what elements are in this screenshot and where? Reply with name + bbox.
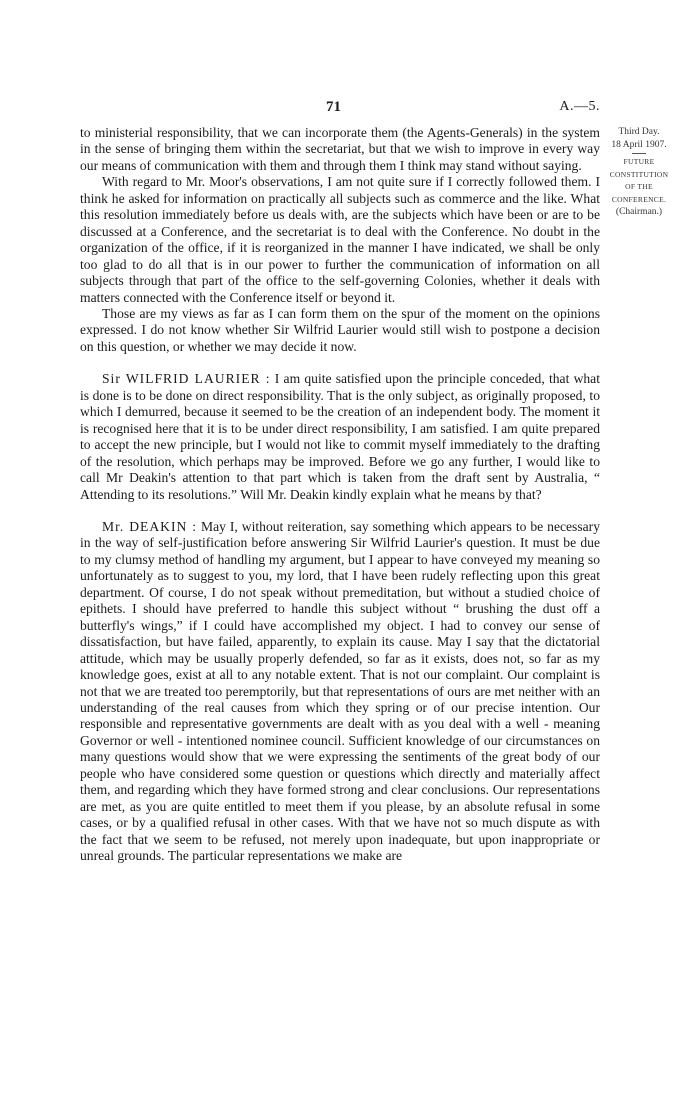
- paragraph-text: Those are my views as far as I can form them on the spur of the moment on the opinions expressed. I do not know whether Sir Wilfrid Laurier would still wish to postpone a decision on this question, or whether we may decide it now.: [80, 305, 600, 354]
- body-text: [80, 125, 600, 864]
- paragraph-views: [80, 306, 600, 355]
- document-reference: A.—5.: [559, 99, 600, 114]
- margin-date: 18 April 1907.: [611, 139, 667, 150]
- margin-day: Third Day.: [618, 127, 660, 137]
- page-header: [80, 99, 600, 119]
- margin-section-2: CONSTITUTION: [609, 169, 669, 179]
- paragraph-laurier: [80, 371, 600, 503]
- paragraph-text: May I, without reiteration, say something which appears to be necessary in the way of self-justification before answering Sir Wilfrid Laurier's question. It must be due to my clumsy method of handling my argument, but I appear to have conveyed my meaning so unfortunately as to suggest to you, my lord, that I have been rudely reflecting upon this great department. Of course, I do not speak without premeditation, but without a studied choice of epithets. I should have preferred to handle this subject without “ brushing the dust off a butterfly's wings,” if I could have accomplished my object. I had to convey our sense of dissatisfaction, but have failed, apparently, to explain its cause. May I say that the dictatorial attitude, which may be usually properly defended, so far as it exists, does not, so far as my knowledge goes, exist at all to any notable extent. That is not our complaint. Our complaint is not that we are treated too peremptorily, but that representations of ours are met neither with an understanding of the real causes from which they spring or of our precise intention. Our responsible and representative governments are dealt with as you deal with a well - meaning Governor or well - intentioned nominee council. Sufficient knowledge of our circumstances on many questions would show that we were expressing the sentiments of the great body of our people who have considered some question or questions which directly and materially affect them, and regarding which they have formed strong and clear conclusions. Our representations are met, as you are quite entitled to meet them if you please, by an absolute refusal in some cases, or by a qualified refusal in other cases. With that we have not so much dispute as with the fact that we seem to be refused, not merely upon inadequate, but upon inappropriate or unreal grounds. The particular representations we make are: [80, 518, 600, 864]
- speaker-deakin: Mr. DEAKIN :: [102, 518, 198, 534]
- paragraph-text: I am quite satisfied upon the principle conceded, that what is done is to be done on direct responsibility. That is the only subject, as originally proposed, to which I demurred, because it seemed to be the creation of an independent body. The moment it is recognised here that it is to be under direct responsibility, I am satisfied. I am quite prepared to accept the new principle, but I would not like to commit myself immediately to the drafting of the resolution, which perhaps may be improved. Before we go any further, I would like to call Mr Deakin's attention to that part which is taken from the draft sent by Australia, “ Attending to its resolutions.” Will Mr. Deakin kindly explain what he means by that?: [80, 371, 600, 502]
- paragraph-text: With regard to Mr. Moor's observations, I am not quite sure if I correctly followed them. I think he asked for information on practically all subjects such as commerce and the like. What this resolution immediately before us deals with, are the subjects which have been or are to be discussed at a Conference, and the secretariat is to deal with the Conference. No doubt in the organization of the office, if it is reorganized in the manner I have indicated, we shall be only too glad to do all that is in our power to further the communication of information on all subjects through that part of the office to the self-governing Colonies, whether it deals with matters connected with the Conference itself or beyond it.: [80, 174, 600, 305]
- paragraph-moor-reply: [80, 174, 600, 306]
- margin-note: [604, 126, 674, 219]
- paragraph-deakin: [80, 519, 600, 865]
- margin-speaker: (Chairman.): [615, 207, 663, 217]
- page-number: 71: [326, 99, 341, 115]
- paragraph-text: to ministerial responsibility, that we can incorporate them (the Agents-Generals) in the system in the sense of bringing them within the secretariat, but that we wish to improve in every way our means of communication with them and through them I think may stand without saying.: [80, 125, 600, 173]
- speaker-laurier: Sir WILFRID LAURIER :: [102, 371, 271, 387]
- margin-divider: [632, 153, 646, 154]
- margin-section-1: FUTURE: [623, 157, 655, 166]
- margin-section-4: CONFERENCE.: [611, 194, 667, 204]
- margin-section-3: OF THE: [625, 182, 653, 191]
- paragraph-continuation: [80, 125, 600, 174]
